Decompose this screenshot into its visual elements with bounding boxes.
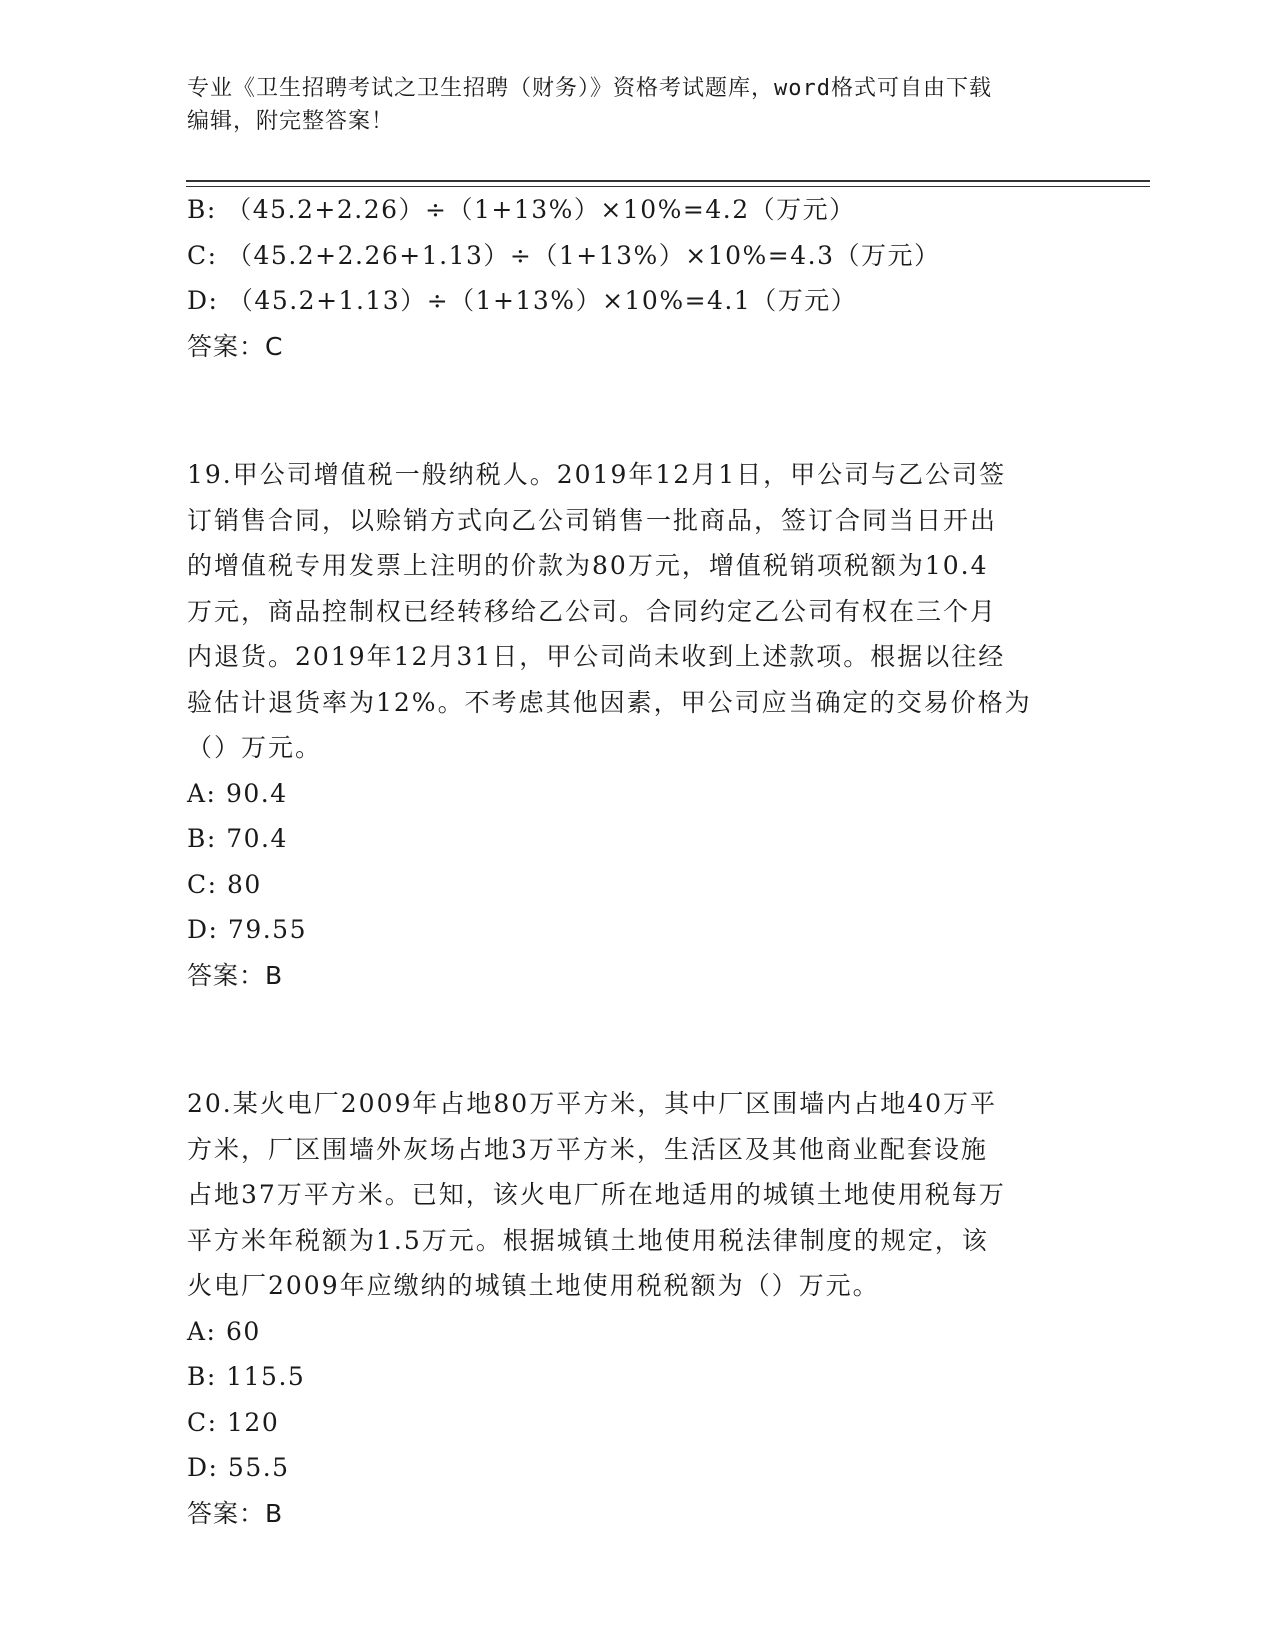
question-19-options xyxy=(187,771,1087,953)
option-c: C: 120 xyxy=(187,1407,280,1437)
question-text-line: 的增值税专用发票上注明的价款为80万元，增值税销项税额为10.4 xyxy=(187,551,989,580)
question-19-answer: 答案：B xyxy=(187,960,284,990)
question-text-line: 20.某火电厂2009年占地80万平方米，其中厂区围墙内占地40万平 xyxy=(187,1089,998,1118)
header-divider xyxy=(186,180,1150,182)
question-20-options xyxy=(187,1309,1087,1491)
header-line-1: 专业《卫生招聘考试之卫生招聘（财务）》资格考试题库，word格式可自由下载 xyxy=(187,76,992,101)
document-header xyxy=(187,72,1067,138)
header-line-2: 编辑，附完整答案！ xyxy=(187,109,395,134)
option-a: A: 90.4 xyxy=(187,778,288,808)
option-d: D: 79.55 xyxy=(187,915,307,944)
question-text-line: 万元，商品控制权已经转移给乙公司。合同约定乙公司有权在三个月 xyxy=(187,596,998,626)
question-text-line: 占地37万平方米。已知，该火电厂所在地适用的城镇土地使用税每万 xyxy=(187,1180,1006,1209)
question-text-line: 火电厂2009年应缴纳的城镇土地使用税税额为（）万元。 xyxy=(187,1271,880,1300)
option-b: B: 115.5 xyxy=(187,1362,306,1391)
question-20-text xyxy=(187,1081,1087,1309)
option-b: B: （45.2+2.26）÷（1+13%）×10%=4.2（万元） xyxy=(187,195,856,224)
question-text-line: 19.甲公司增值税一般纳税人。2019年12月1日，甲公司与乙公司签 xyxy=(187,460,1007,489)
question-text-line: 平方米年税额为1.5万元。根据城镇土地使用税法律制度的规定，该 xyxy=(187,1225,989,1255)
option-d: D: （45.2+1.13）÷（1+13%）×10%=4.1（万元） xyxy=(187,286,858,315)
question-text-line: 内退货。2019年12月31日，甲公司尚未收到上述款项。根据以往经 xyxy=(187,642,1006,671)
option-a: A: 60 xyxy=(187,1316,261,1346)
question-content xyxy=(187,187,1087,1536)
question-18-answer: 答案：C xyxy=(187,331,284,361)
question-20-answer: 答案：B xyxy=(187,1498,284,1528)
question-text-line: 方米，厂区围墙外灰场占地3万平方米，生活区及其他商业配套设施 xyxy=(187,1134,988,1164)
option-c: C: 80 xyxy=(187,869,262,899)
question-text-line: 订销售合同，以赊销方式向乙公司销售一批商品，签订合同当日开出 xyxy=(187,505,998,535)
question-spacer xyxy=(187,369,1087,452)
option-b: B: 70.4 xyxy=(187,824,288,853)
option-c: C: （45.2+2.26+1.13）÷（1+13%）×10%=4.3（万元） xyxy=(187,240,941,270)
question-text-line: （）万元。 xyxy=(187,733,323,762)
option-d: D: 55.5 xyxy=(187,1453,290,1482)
question-19-text xyxy=(187,452,1087,771)
question-18-options xyxy=(187,187,1087,324)
question-text-line: 验估计退货率为12%。不考虑其他因素，甲公司应当确定的交易价格为 xyxy=(187,687,1032,717)
question-spacer xyxy=(187,998,1087,1081)
